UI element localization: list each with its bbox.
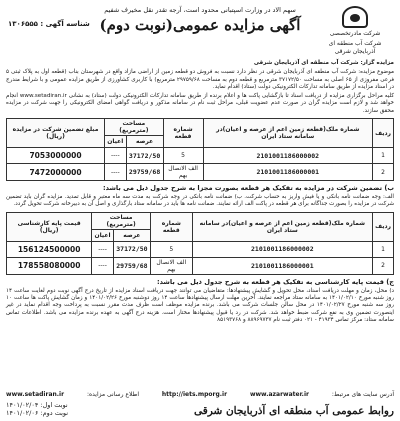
table-subheader: عرصه <box>113 229 150 241</box>
row-number: 2 <box>373 164 394 181</box>
logo-line-1: شرکت مادرتخصصی <box>329 30 381 37</box>
link-iets[interactable]: http://iets.mporg.ir <box>161 391 228 398</box>
base-price: 178558080000 <box>7 257 92 274</box>
notice-footer <box>6 390 394 417</box>
signoff <box>6 401 394 417</box>
building-area: ---- <box>92 241 114 257</box>
table-row <box>7 148 394 164</box>
notice-header <box>6 4 394 58</box>
table-header: ردیف <box>373 212 394 241</box>
ad-number: شناسه آگهی : ۱۳۰۶۵۵۵ <box>8 20 90 28</box>
auction-procedure: کلیه مراحل برگزاری مزایده از دریافت اسناد تا بازگشایی پاکت ها و اعلام برنده از طریق سامانه تدارکات الکترونیکی دولت (ستاد) به نشانی www.setadiran.ir انجام خواهد شد و لازم است مزایده گران در صورت عدم عضویت قبلی، مراحل ثبت نام در سامانه مذکور و دریافت گواهی امضای الکترونیکی را جهت شرکت در مزایده محقق سازند. <box>6 93 394 114</box>
base-price-table <box>6 212 394 275</box>
table-header: مساحت (مترمربع) <box>92 212 151 229</box>
table-subheader: عرصه <box>126 136 163 148</box>
section-guarantee-text: الف: وجه ضمانت نامه بانکی و یا فیش واریز به حساب شرکت. ب) ضمانت نامه بانکی در وجه شرکت به مدت سه ماه معتبر و قابل تمدید. مزایده گران باید تضمین شرکت در مزایده را بصورت جداگانه برای هر قطعه در پاکت الف ارائه نمایند. ضمانت نامه ها باید در سامانه ستاد بارگذاری و اصل آن به دبیرخانه شرکت تحویل گردد. <box>6 194 394 208</box>
table-row <box>7 257 394 274</box>
table-header: ردیف <box>373 119 394 148</box>
section-price-title: ج) قیمت پایه کارشناسی به تفکیک هر قطعه به شرح جدول ذیل می باشد: <box>156 277 394 286</box>
parcel-number: الف الانصال بهم <box>163 164 203 181</box>
building-area: ---- <box>92 257 114 274</box>
table-header: مساحت (مترمربع) <box>105 119 164 136</box>
publication-dates <box>6 401 68 417</box>
auction-subject: موضوع مزایده: شرکت آب منطقه ای آذربایجان شرقی در نظر دارد نسبت به فروش دو قطعه زمین از اراضی مازاد واقع در شهرستان بناب (قطعه اول به پلاک ثبتی ۵ فرعی مفروزی از ۶۵ اصلی به مساحت ۳۷۱۷۲/۵۰ مترمربع و قطعه دوم به مساحت ۲۹۷۵۹/۶۸ مترمربع) با کاربری کشاورزی از طریق مزایده عمومی و با شرایط مندرج در اسناد مزایده از طریق سامانه تدارکات الکترونیکی دولت (ستاد) اقدام نماید. <box>6 69 394 90</box>
notice-title: آگهی مزایده عمومی(نوبت دوم) <box>99 16 301 34</box>
table-header: شماره قطعه <box>151 212 193 241</box>
table-row <box>7 241 394 257</box>
table-header: شماره ملک(قطعه زمین اعم از عرصه و اعیان)در سامانه ستاد ایران <box>192 212 372 241</box>
auctioneer-line: مزایده گزار: شرکت آب منطقه ای آذربایجان شرقی <box>253 60 394 66</box>
land-area: 37172/50 <box>113 241 150 257</box>
table-header: مبلغ تضمین شرکت در مزایده (ریال) <box>7 119 105 148</box>
property-code: 2101001186000002 <box>192 241 372 257</box>
link-setad[interactable]: www.setadiran.ir <box>6 391 65 398</box>
row-number: 1 <box>373 148 394 164</box>
row-number: 1 <box>373 241 394 257</box>
land-area: 29759/68 <box>113 257 150 274</box>
related-sites <box>6 390 394 399</box>
table-header: شماره ملک(قطعه زمین اعم از عرصه و اعیان)در سامانه ستاد ایران <box>203 119 373 148</box>
guarantee-table <box>6 118 394 181</box>
logo-line-2: شرکت آب منطقه ای آذربایجان شرقی <box>328 40 382 55</box>
sites-label: آدرس سایت های مرتبط: <box>331 391 394 398</box>
table-row <box>7 164 394 181</box>
table-header: شماره قطعه <box>163 119 203 148</box>
building-area: ---- <box>105 148 126 164</box>
building-area: ---- <box>105 164 126 181</box>
property-code: 2101001186000002 <box>203 148 373 164</box>
property-code: 2101001186000001 <box>203 164 373 181</box>
parcel-number: 5 <box>163 148 203 164</box>
public-relations-org: روابط عمومی آب منطقه ای آذربایجان شرقی <box>193 405 394 417</box>
property-code: 2101001186000001 <box>192 257 372 274</box>
parcel-number: الف الانصال بهم <box>151 257 193 274</box>
row-number: 2 <box>373 257 394 274</box>
section-price-text: د) محل، زمان و مهلت دریافت اسناد، محل تحویل و گشایش پیشنهادها: متقاضیان می توانند جهت دریافت اسناد مزایده از تاریخ درج آگهی نوبت دوم لغایت ساعت ۱۴ روز شنبه مورخ ۱۴۰۱/۰۲/۱۰ به سامانه ستاد مراجعه نمایند. آخرین مهلت ارسال پیشنهادها ساعت ۱۴ روز دوشنبه مورخ ۱۴۰۱/۰۲/۲۶ و زمان گشایش پاکت ها ساعت ۱۰ روز سه شنبه مورخ ۱۴۰۱/۰۲/۲۷ در محل سالن جلسات شرکت می باشد. برنده مزایده موظف است ظرف مدت مقرر نسبت به پرداخت وجه اقدام نماید در غیر اینصورت تضمین وی به نفع شرکت ضبط خواهد شد. شرکت در رد یا قبول پیشنهادها مختار است. هزینه درج آگهی به عهده برنده مزایده می باشد. اطلاعات تماس سامانه ستاد: مرکز تماس ۴۱۹۳۴ - ۰۲۱ دفتر ثبت نام ۸۸۹۶۹۷۳۷ و ۸۵۱۹۳۷۶۸ <box>6 287 395 323</box>
guarantee-amount: 7053000000 <box>7 148 105 164</box>
first-publication-date: نوبت اول: ۱۴۰۱/۰۲/۰۴ <box>6 401 68 409</box>
second-publication-date: نوبت دوم: ۱۴۰۱/۰۲/۰۶ <box>6 409 69 417</box>
link-azarwater[interactable]: www.azarwater.ir <box>249 391 309 398</box>
guarantee-amount: 7472000000 <box>7 164 105 181</box>
table-subheader: اعیان <box>105 136 126 148</box>
table-subheader: اعیان <box>92 229 114 241</box>
table-header: قیمت پایه کارشناسی (ریال) <box>7 212 92 241</box>
parcel-number: 5 <box>151 241 193 257</box>
base-price: 156124500000 <box>7 241 92 257</box>
ministry-line: سهم الاد در وزارت اسپتبانی محدود است، آرجه تقدر نقل مخیرف شفیم <box>104 6 296 14</box>
land-area: 37172/50 <box>126 148 163 164</box>
section-guarantee-title: ب) تضمین شرکت در مزایده به تفکیک هر قطعه بصورت مجزا به شرح جدول ذیل می باشد: <box>103 184 394 193</box>
setad-label: اطلاع رسانی مزایده: <box>86 391 139 398</box>
land-area: 29759/68 <box>126 164 163 181</box>
